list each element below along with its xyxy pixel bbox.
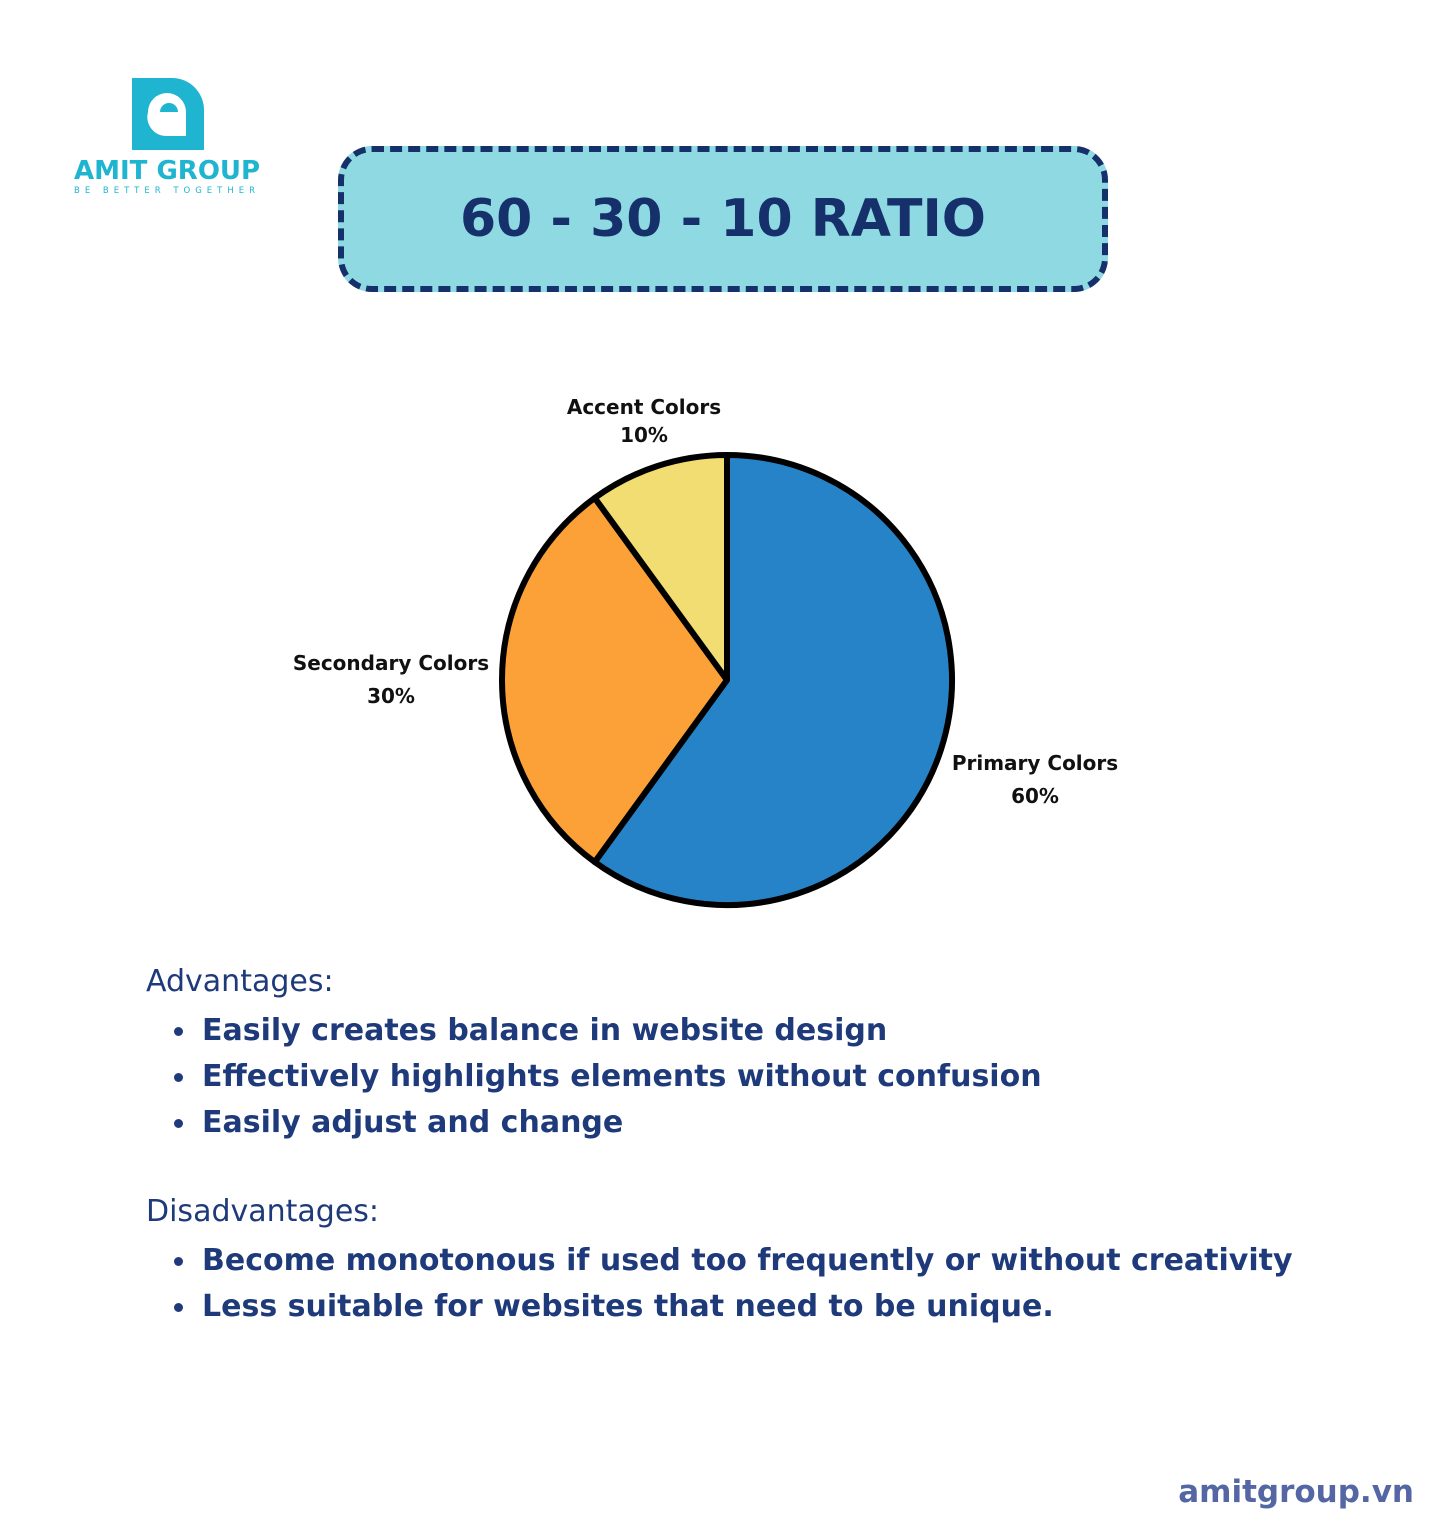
advantages-heading: Advantages: [146,964,334,999]
label-primary-name: Primary Colors [951,751,1119,775]
page-title: 60 - 30 - 10 RATIO [459,189,987,249]
disadvantages-list [172,1238,1293,1330]
list-item: Effectively highlights elements without confusion [172,1054,1042,1100]
logo-tagline: BE BETTER TOGETHER [74,186,261,196]
list-item: Easily creates balance in website design [172,1008,1042,1054]
website-link[interactable]: amitgroup.vn [1178,1474,1414,1510]
list-item: Easily adjust and change [172,1100,1042,1146]
label-primary-value: 60% [1011,784,1059,808]
label-accent-value: 10% [620,423,668,447]
list-item: Less suitable for websites that need to be unique. [172,1284,1293,1330]
label-secondary-name: Secondary Colors [292,651,490,675]
logo-name: AMIT GROUP [74,156,261,186]
list-item: Become monotonous if used too frequently or without creativity [172,1238,1293,1284]
advantages-list [172,1008,1042,1146]
label-accent-name: Accent Colors [566,395,722,419]
disadvantages-heading: Disadvantages: [146,1194,380,1229]
label-secondary-value: 30% [367,684,415,708]
